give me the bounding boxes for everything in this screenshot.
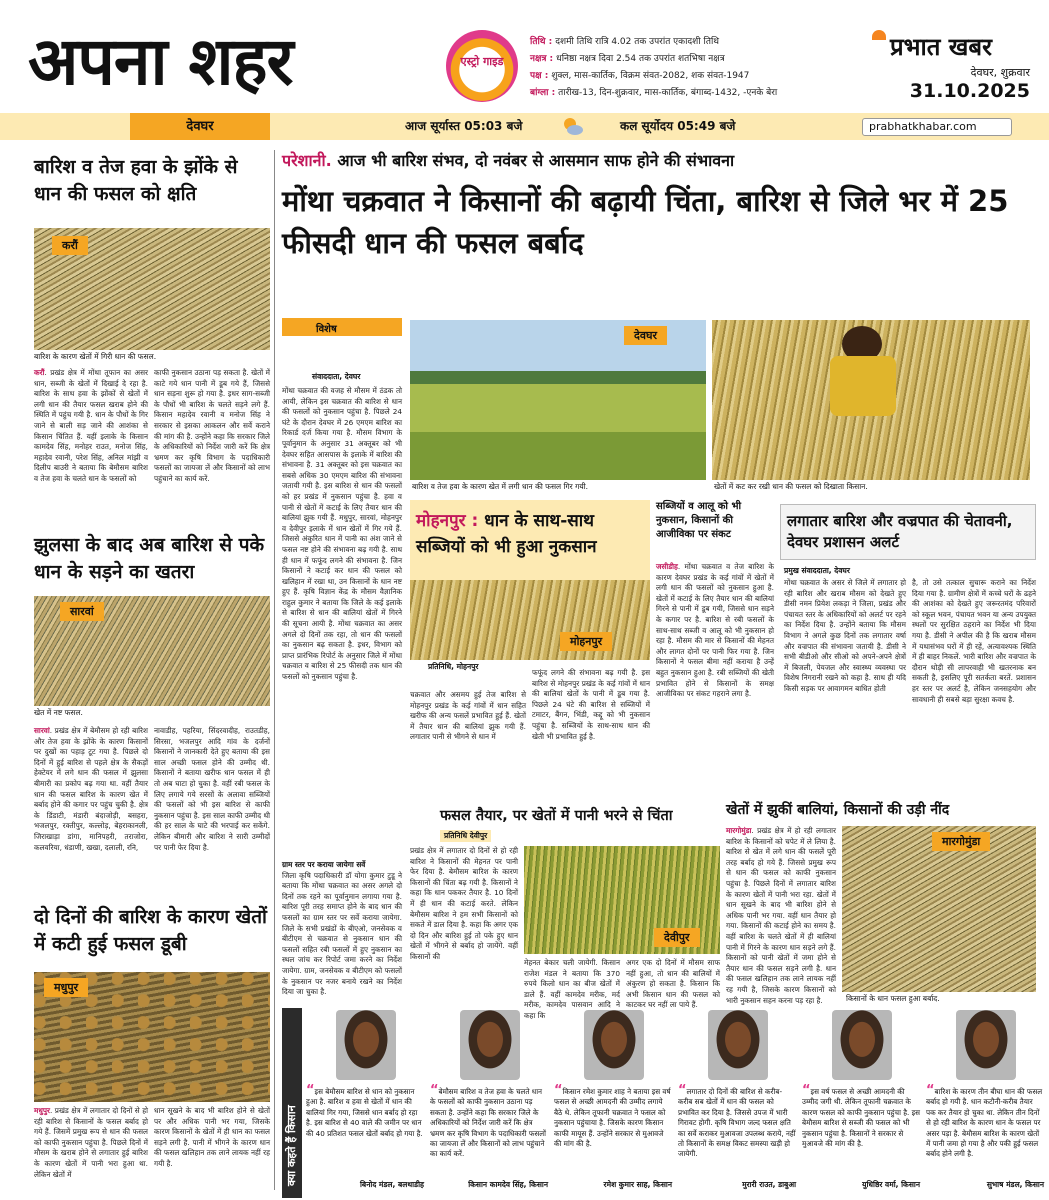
farmer-shirt <box>830 356 896 416</box>
story1-location-tag: करौं <box>52 236 88 255</box>
quote-card <box>306 1010 428 1200</box>
devipur-photo <box>524 846 720 954</box>
sunrise-time: कल सूर्योदय 05:49 बजे <box>620 119 736 133</box>
quote-text: “लगातार दो दिनों की बारिश से करीब-करीब सब खेतों में धान की फसल को प्रभावित कर दिया है. जिससे उपज में भारी गिरावट होगी. कृषि विभाग जल्द फसल क्षति का सर्वे कराकर मुआवजा उपलब्ध कराये, नहीं तो किसानों के समक्ष विकट समस्या खड़ी हो जायेगी. <box>678 1083 796 1159</box>
masthead <box>0 0 1049 113</box>
mohanpur-location-tag: मोहनपुर <box>560 632 612 651</box>
story2-headline: झुलसा के बाद अब बारिश से पके धान के सड़ने का खतरा <box>34 534 265 583</box>
quote-name: रमेश कुमार साह, किसान <box>603 1180 672 1189</box>
panchang-row: तिथि : दशमी तिथि रात्रि 4.02 तक उपरांत एकादशी तिथि <box>530 37 720 47</box>
margomunda-headline: खेतों में झुकीं बालियां, किसानों की उड़ी नींद <box>726 802 950 818</box>
quote-name: बिनोद मंडल, बलथाडीह <box>359 1180 424 1189</box>
info-strip <box>0 113 1049 140</box>
story1-text-a: करौं. प्रखंड क्षेत्र में मोंथा तूफान का असर धान, सब्जी के खेतों में दिखाई दे रहा है. बारिश के साथ हवा के झोंकों से खेतों में लगी धान की तैयार फसल खराब होने की स्थिति में पहुंच गयी है. धान के पौधों के गिर जाने से बाली सड़ जाने की आशंका से किसान चिंतित हैं. यहीं इलाके के किसान कामदेव सिंह, मनोहर राउत, मनोज सिंह, महादेव रवानी, परेश सिंह, अनिल मांझी व दिलीप बाउरी ने बताया कि बेमौसम बारिश व तेज हवा के चलते धान के फसलों को <box>34 368 148 483</box>
mohanpur-headline: मोहनपुर : धान के साथ-साथ सब्जियों को भी हुआ नुकसान <box>416 511 597 557</box>
story1-photo <box>34 228 270 350</box>
margomunda-text: मारगोमुंडा. प्रखंड क्षेत्र में हो रही लगातार बारिश के किसानों को चपेट में ले लिया है. बारिश से खेत में लगे धान की फसलें पूरी तरह बर्बाद हो गये हैं. जिससे प्रमुख रूप से धान की फसल को काफी नुकसान पहुंचा है. पिछले दिनों में लगातार बारिश के कारण खेतों में पानी भरा रहा. खेतों में धान सूखने के बाद भी बारिश होने से अधिक पानी भर गया. वहीं धान तैयार हो गया. किसानों की कटाई होने का समय है. वहीं बारिश के चलते खेतों में ही बालियां पानी में गिरने के कारण धान सड़ने लगे हैं. किसानों को पानी खेतों में जमा होने से तैयार धान की फसल सड़ने लगी है. धान की फसल खलिहान तक लाने लायक नहीं रह गयी है, जिसके कारण किसानों को भारी नुकसान सहन करना पड़ रहा है. <box>726 826 836 1005</box>
quote-name: सुभाष मंडल, किसान <box>986 1180 1044 1189</box>
alert-text-a: मोंथा चक्रवात के असर से जिले में लगातार हो रही बारिश और खराब मौसम को देखते हुए डीसी नमन प्रियेश लकड़ा ने जिला, प्रखंड और पंचायत स्तर के अधिकारियों को अलर्ट पर रहने का निर्देश दिया है. उन्होंने बताया कि मौसम विभाग ने अगले कुछ दिनों तक लगातार वर्षा और वज्रपात की संभावना जतायी है. डीसी ने सभी बीडीओ और सीओ को अपने-अपने क्षेत्रों में बिजली, पेयजल और स्वास्थ्य व्यवस्था पर विशेष निगरानी रखने को कहा है. साथ ही यदि किसी सड़क पर आवागमन बाधित होती <box>784 578 906 693</box>
story3-location-tag: मधुपुर <box>44 978 88 997</box>
lead-photo-2-caption: खेतों में कट कर रखी धान की फसल को दिखाता किसान. <box>714 482 868 491</box>
astro-guide-badge <box>446 30 518 102</box>
mohanpur-text-b: फफूंद लगने की संभावना बढ़ गयी है. इस बारिश से मोहनपुर प्रखंड के कई गांवों में धान की बालियां खेतों के पानी में डूब गया है. पिछले 24 घंटे की बारिश से सब्जियों में टमाटर, बैंगन, भिंडी, कद्दू को भी नुकसान पहुंचा है. सब्जियों के साथ-साथ धान की खेती भी प्रभावित हुई है. <box>532 668 650 741</box>
quotes-title-bar <box>282 1008 302 1198</box>
lead-headline: मोंथा चक्रवात ने किसानों की बढ़ायी चिंता, बारिश से जिले भर में 25 फीसदी धान की फसल बर्बाद <box>282 184 1009 260</box>
alert-text-b: है, तो उसे तत्काल सुचारू कराने का निर्देश दिया गया है. ग्रामीण क्षेत्रों में कच्चे घरों के ढहने की आशंका को देखते हुए जरूरतमंद परिवारों को स्कूल भवन, पंचायत भवन या अन्य उपयुक्त स्थलों पर सुरक्षित ठहराने का निर्देश भी दिया गया है. डीसी ने अपील की है कि खराब मौसम में यथासंभव घरों में ही रहें, अत्यावश्यक स्थिति में ही बाहर निकलें. भारी बारिश और वज्रपात के दौरान थोड़ी सी लापरवाही भी खतरनाक बन सकती है, इसलिए पूरी सतर्कता बरतें. प्रशासन हर स्तर पर अलर्ट है, लेकिन जनसहयोग और सावधानी ही सबसे बड़ा सुरक्षा कवच है. <box>912 578 1036 704</box>
devipur-byline: प्रतिनिधि देवीपुर <box>440 830 491 842</box>
story3-photo <box>34 972 270 1102</box>
story2-caption: खेत में नष्ट फसल. <box>34 708 83 717</box>
farmer-portrait <box>336 1010 396 1080</box>
astro-guide-label: एस्ट्रो गाइड <box>460 55 504 68</box>
story1-caption: बारिश के कारण खेतों में गिरी धान की फसल. <box>34 352 157 361</box>
panchang-row: बांग्ला : तारीख-13, दिन-शुक्रवार, मास-कार्तिक, बंगाब्द-1432, -एनके बेरा <box>530 88 778 98</box>
story2-location-tag: सारवां <box>60 602 104 621</box>
alert-byline: प्रमुख संवाददाता, देवघर <box>784 566 850 575</box>
veg-headline: सब्जियों व आलू को भी नुकसान, किसानों की आजीविका पर संकट <box>656 501 742 540</box>
farmer-portrait <box>832 1010 892 1080</box>
margomunda-caption: किसानों के धान फसल हुआ बर्बाद. <box>846 994 940 1003</box>
farmer-portrait <box>460 1010 520 1080</box>
devipur-text-c: अगर एक दो दिनों में मौसम साफ नहीं हुआ, तो धान की बालियों में अंकुरण हो सकता है. किसान कि अभी किसान धान की फसल को काटकर घर नहीं ला पाये हैं. <box>626 958 720 1010</box>
panchang-row: पक्ष : शुक्ल, मास-कार्तिक, विक्रम संवत-2082, शक संवत-1947 <box>530 71 750 81</box>
quote-text: “इस वर्ष फसल से अच्छी आमदनी की उम्मीद जगी थी. लेकिन तूफानी चक्रवात के कारण फसल को काफी नुकसान पहुंचा है. इस बेमौसम बारिश से सब्जी की फसल को भी नुकसान पहुंचा है. किसानों ने सरकार से मुआवजे की मांग की है. <box>802 1083 920 1149</box>
city-tab[interactable]: देवघर <box>130 113 270 140</box>
devipur-text-a: प्रखंड क्षेत्र में लगातार दो दिनों से हो रही बारिश ने किसानों की मेहनत पर पानी फेर दिया है. बेमौसम बारिश के कारण किसानों की चिंता बढ़ गयी है. किसानों ने कहा कि धान पककर तैयार है. 10 दिनों में ही धान की कटाई करते. लेकिन बेमौसम बारिश ने हम सभी किसानों को सकते में डाल दिया है. कहा कि अगर एक दो दिन और बारिश हुई तो पके हुए धान खेतों में भीगने से बर्बाद हो जायेंगे. वहीं किसानों की <box>410 846 518 961</box>
quote-text: “किसान रमेश कुमार शाह ने बताया इस वर्ष फसल से अच्छी आमदनी की उम्मीद लगाये बैठे थे. लेकिन तूफानी चक्रवात ने फसल को नुकसान पहुंचाया है. जिसके कारण किसान काफी मायूस हैं. उन्होंने सरकार से मुआवजे की मांग की है. <box>554 1083 671 1149</box>
devipur-text-b: मेहनत बेकार चली जायेगी. किसान राजेश मंडल ने बताया कि 370 रुपये किलो धान का बीज खेतों में डाले हैं. वहीं कामदेव मरीक, मर्द मरीक, कामदेव पासवान आदि ने कहा कि <box>524 958 620 1020</box>
lead-header <box>282 150 1042 264</box>
quote-text: “इस बेमौसम बारिश से धान को नुकसान हुआ है. बारिश व हवा से खेतों में धान की बालियां गिर गया, जिससे धान बर्बाद हो रहा है. इस बारिश से 40 वाले की जमीन पर धान की 40 प्रतिशत फसल खेतों बर्बाद हो गया है. <box>306 1083 423 1138</box>
newspaper-logo: प्रभात खबर <box>872 30 992 63</box>
story2-text-b: नावाडीह, पहरिया, सिंदरवादीह, राउतडीह, सिरसा, भजलपुर आदि गांव के दर्जनों किसानों ने जानकारी देते हुए बताया की इस साल अच्छी फसल होने की उम्मीद थी. किसानों ने बताया खरीफ धान फसल में ही तो अब घाटा हो चुका है. वहीं रबी फसल के लिए लगाये गये सरसों के अलावा सब्जियों की फसलों को भी इस बारिश से काफी नुकसान पहुंचा है. इस साल काफी उम्मीद थी की हर साल के घाटे की भरपाई कर सकेंगे. लेकिन बीमारी और बारिश ने सारी उम्मीदों पर पानी फेर दिया है. <box>154 726 270 852</box>
sun-cloud-icon <box>560 115 584 137</box>
quote-card <box>430 1010 552 1200</box>
devipur-location-tag: देवीपुर <box>654 928 700 947</box>
lead-photo-1-caption: बारिश व तेज हवा के कारण खेत में लगी धान की फसल गिर गयी. <box>412 482 589 491</box>
veg-head <box>656 500 774 558</box>
lead-photo-location-tag: देवघर <box>624 326 667 345</box>
quote-text: “बेमौसम बारिश व तेज हवा के चलते धान के फसलों को काफी नुकसान उठाना पड़ सकता है. उन्होंने कहा कि सरकार जिले के अधिकारियों को निर्देश जारी करें कि क्षेत्र भ्रमण कर कृषि विभाग के पदाधिकारी फसलों का जायजा लें और किसानों को लाभ पहुंचाने का कार्य करें. <box>430 1083 546 1159</box>
quote-name: युधिष्ठिर वर्मा, किसान <box>862 1180 920 1189</box>
alert-headline: लगातार बारिश और वज्रपात की चेतावनी, देवघर प्रशासन अलर्ट <box>780 504 1036 560</box>
sun-logo-icon <box>872 30 886 40</box>
column-rule <box>274 150 275 1190</box>
panchang-box <box>530 34 860 102</box>
quote-card <box>926 1010 1048 1200</box>
story2-photo <box>34 596 270 706</box>
margomunda-photo <box>842 826 1036 992</box>
story3-text-b: धान सूखने के बाद भी बारिश होने से खेतों पर और अधिक पानी भर गया, जिसके कारण किसानों के खेतों में ही धान का फसल सड़ने लगी है. पानी में भीगने के कारण धान की फसल खलिहान तक लाने लायक नहीं रह गयी है. <box>154 1106 270 1168</box>
story3-text-a: मधुपुर. प्रखंड क्षेत्र में लगातार दो दिनों से हो रही बारिश से किसानों के फसल बर्बाद हो गये हैं. जिसमें प्रमुख रूप से धान की फसल को काफी नुकसान पहुंचा है. पिछले दिनों में मौसम के खराब होने से लगातार हुई बारिश के कारण खेतों में पानी भरा हुआ था. लेकिन खेतों में <box>34 1106 148 1179</box>
section-brand: अपना शहर <box>28 23 293 100</box>
farmer-portrait <box>956 1010 1016 1080</box>
story1-headline: बारिश व तेज हवा के झोंके से धान की फसल को क्षति <box>34 156 238 205</box>
mohanpur-photo <box>410 580 650 660</box>
margomunda-location-tag: मारगोमुंडा <box>932 832 990 851</box>
quotes-row <box>306 1010 1049 1200</box>
quote-text: “बारिश के कारण तीन बीघा धान की फसल बर्बाद हो गयी है. धान कटौनी-करीब तैयार पक कर तैयार हो चुका था. लेकिन तीन दिनों से हो रही बारिश के कारण धान के फसल पर असर पड़ा है. बेमौसम बारिश के कारण खेतों में पानी जमा हो गया है और पकी हुई फसल बर्बाद होने लगी है. <box>926 1083 1043 1159</box>
edition-date: 31.10.2025 <box>909 80 1030 102</box>
vishesh-box <box>282 318 402 336</box>
website-link[interactable]: prabhatkhabar.com <box>862 118 1012 136</box>
lead-text-2: ग्राम स्तर पर कराया जायेगा सर्वे जिला कृषि पदाधिकारी डॉ योगा कुमार टुडू ने बताया कि मोंथा चक्रवात का असर अगले दो दिनों तक रहने का पूर्वानुमान लगाया गया है. बारिश पूरी तरह समाप्त होने के बाद धान की फसलों का ग्राम स्तर पर सर्वे कराया जायेगा. जिले के सभी प्रखंडों के बीएओ, जनसेवक व बीटीएम से चक्रवात से नुकसान धान की फसलों सहित रबी फसलों में हुए नुकसान का स्थल जांच कर रिपोर्ट जमा करने का निर्देश जायेगा. ग्राम, जनसेवक व बीटीएम को फसलों के नुकसान पर नजर बनाये रखने का निर्देश दिया जा चुका है. <box>282 860 402 997</box>
quotes-title: क्या कहते हैं किसान <box>285 1105 298 1186</box>
lead-byline: संवाददाता, देवघर <box>312 372 361 381</box>
quote-card <box>678 1010 800 1200</box>
mohanpur-byline: प्रतिनिधि, मोहनपुर <box>428 662 479 671</box>
story2-text-a: सारवां. प्रखंड क्षेत्र में बेमौसम हो रही बारिश और तेज हवा के झोंके के कारण किसानों पर दुखों का पहाड़ टूट गया है. पिछले दो दिनों में हुई बारिश से पहले क्षेत्र के सैकड़ों हेक्टेयर में लगे धान की फसल में झुलसा बीमारी का प्रकोप बढ़ गया था. वहीं तैयार धान की फसल बारिश के कारण खेत में बर्बाद होने की कगार पर पहुंच चुकी है. क्षेत्र के डिंडाटी, मंडारी बंदाजोड़ी, बसहरा, भजलपुर, रक्तीपुर, कल्लोड़, बेहराकानली, जिराखाड़ा डांगा, मानिपहरी, तराजोरा, कलवरिया, धंडाणी, खखा, दलाली, रनि, <box>34 726 148 852</box>
quote-name: मुरारी राउत, डाबुआ <box>742 1180 796 1189</box>
lead-text: मोंथा चक्रवात की वजह से मौसम में ठंडक तो आयी, लेकिन इस चक्रवात की बारिश से धान की फसलों को नुकसान पहुंचा है. पिछले 24 घंटे के दौरान देवघर में 26 एमएम बारिश का रिकार्ड दर्ज किया गया है. मौसम विभाग के पूर्वानुमान के अनुसार 31 अक्तूबर को भी देवघर सहित आसपास के इलाके में बारिश की संभावना है. 31 अक्तूबर को इस चक्रवात का सबसे अधिक 30 एमएम बारिश की संभावना जतायी गयी है. इस बारिश से धान की फसलों को हर प्रखंड में नुकसान पहुंचा है. हवा व पानी से खेतों में कटाई के लिए तैयार धान की बालियां झुक गयी हैं. मधुपुर, सारवां, मोहनपुर व देवीपुर इलाके में धान खेतों में गिर गये हैं. जिससे अंकुरित धान में पानी का अंश जाने से फसल नष्ट होने की संभावना बढ़ गयी है. साथ ही धान में फफूंद लगने की संभावना है. जिन किसानों ने कटाई कर धान की फसल को खलिहान में रखा था, उन किसानों के धान नष्ट हुए हैं. कृषि विज्ञान केंद्र के मौसम वैज्ञानिक राहुल कुमार ने बताया कि जिले के कई इलाके से बारिश से धान की बालियां खेतों में गिरने की सूचना आयी है. मोंथा चक्रवात का असर अगले दो दिनों तक रहा, तो धान की फसलों का नुकसान बढ़ सकता है. इधर, विभाग को प्राप्त प्रारंभिक रिपोर्ट के अनुसार जिले में मोंथा चक्रवात व बारिश से 25 फीसदी तक धान की फसलों को नुकसान पहुंचा है. <box>282 386 402 682</box>
lead-photo-2 <box>712 320 1030 480</box>
left-column <box>28 146 273 1196</box>
lead-photo-1 <box>410 320 706 480</box>
quote-name: किसान कामदेव सिंह, किसान <box>468 1180 548 1189</box>
farmer-portrait <box>708 1010 768 1080</box>
panchang-row: नक्षत्र : धनिष्ठा नक्षत्र दिवा 2.54 तक उपरांत शतभिषा नक्षत्र <box>530 54 725 64</box>
story3-headline: दो दिनों की बारिश के कारण खेतों में कटी हुई फसल डूबी <box>34 906 267 955</box>
story1-text-b: काफी नुकसान उठाना पड़ सकता है. खेतों में काटे गये धान पानी में डूब गये हैं, जिससे धान सड़ना शुरू हो गया है. इधर साग-सब्जी के पौधों भी बारिश के चलते सड़ने लगे हैं. किसान महादेव रवानी व मनोज सिंह ने सरकार से इसका आकलन और सर्वे कराने की मांग की है. उन्होंने कहा कि सरकार जिले के अधिकारियों को निर्देश जारी करें कि क्षेत्र भ्रमण कर कृषि विभाग के पदाधिकारी फसलों का जायजा लें और किसानों को लाभ पहुंचाने का कार्य करें. <box>154 368 270 483</box>
veg-text: जसीडीह. मोंथा चक्रवात व तेज बारिश के कारण देवघर प्रखंड के कई गांवों में खेतों में लगी धान की फसलों को नुकसान हुआ है. खेतों में कटाई के लिए तैयार धान की बालियां गिरने से पानी में डूब गयी, जिससे धान सड़ने के कगार पर है. बारिश से रबी फसलों के साथ-साथ सब्जी व आलू को भी नुकसान हो रहा है. मौसम की मार से किसानों की मेहनत और लागत दोनों पर पानी फिर गया है. जिन किसानों ने फसल बीमा नहीं कराया है उन्हें बहुत नुकसान हुआ है. रबी सब्जियों की खेती प्रभावित होने से किसानों के समक्ष आजीविका पर संकट गहराने लगा है. <box>656 562 774 699</box>
mohanpur-text-a: चक्रवात और असमय हुई तेज बारिश से मोहनपुर प्रखंड के कई गांवों में धान सहित खरीफ की अन्य फसलें प्रभावित हुई हैं. खेतों में तैयार धान की बालियां झुक गयी हैं. लगातार पानी से भीगने से धान में <box>410 690 526 742</box>
sunset-time: आज सूर्यास्त 05:03 बजे <box>405 119 523 133</box>
lead-subhead: परेशानी. आज भी बारिश संभव, दो नवंबर से आसमान साफ होने की संभावना <box>282 151 735 170</box>
vishesh-tag: विशेष <box>282 318 402 336</box>
quote-card <box>554 1010 676 1200</box>
quote-card <box>802 1010 924 1200</box>
farmer-portrait <box>584 1010 644 1080</box>
devipur-headline: फसल तैयार, पर खेतों में पानी भरने से चिंता <box>440 808 673 824</box>
dateline: देवघर, शुक्रवार <box>970 66 1030 79</box>
